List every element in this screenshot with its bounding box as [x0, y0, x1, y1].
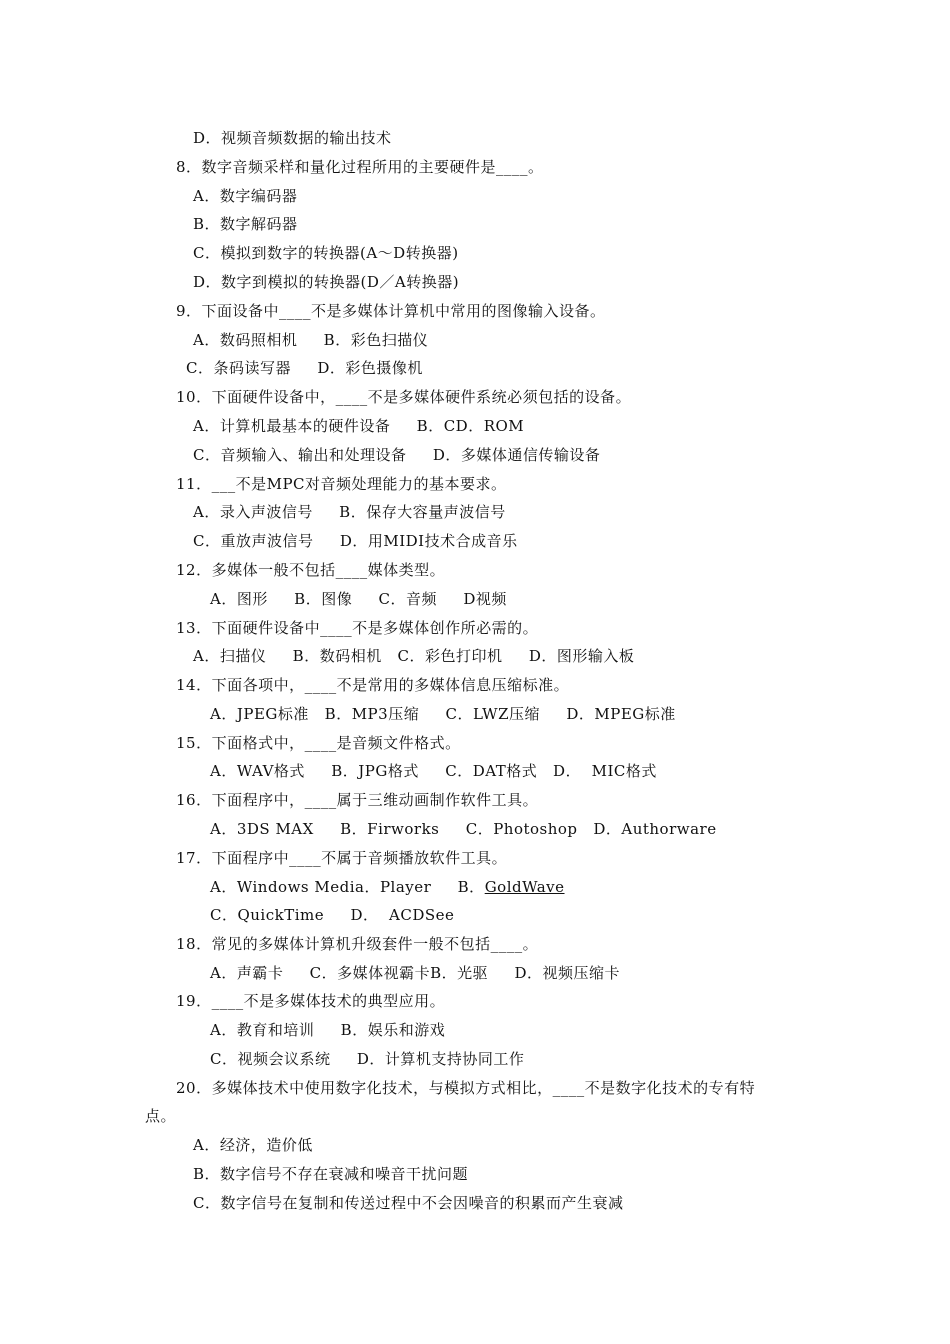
- q20-option-b: B．数字信号不存在衰减和噪音干扰问题: [193, 1165, 469, 1183]
- q18-options: A．声霸卡 C．多媒体视霸卡B．光驱 D．视频压缩卡: [210, 964, 621, 982]
- q11-options-cd: C．重放声波信号 D．用MIDI技术合成音乐: [193, 532, 518, 550]
- q11-options-ab: A．录入声波信号 B．保存大容量声波信号: [193, 503, 506, 521]
- q13-question: 13．下面硬件设备中____不是多媒体创作所必需的。: [176, 619, 539, 637]
- q11-question: 11．___不是MPC对音频处理能力的基本要求。: [176, 475, 507, 493]
- q20-option-a: A．经济，造价低: [193, 1136, 313, 1154]
- q8-option-d: D．数字到模拟的转换器(D／A转换器): [193, 273, 460, 291]
- q16-options: A．3DS MAX B．Firworks C．Photoshop D．Authorware: [210, 820, 717, 838]
- q18-question: 18．常见的多媒体计算机升级套件一般不包括____。: [176, 935, 539, 953]
- q9-options-ab: A．数码照相机 B．彩色扫描仪: [193, 331, 429, 349]
- q12-options: A．图形 B．图像 C．音频 D视频: [210, 590, 507, 608]
- q17-options-cd: C．QuickTime D． ACDSee: [210, 906, 455, 924]
- q9-options-cd: C．条码读写器 D．彩色摄像机: [186, 359, 423, 377]
- q19-options-ab: A．教育和培训 B．娱乐和游戏: [210, 1021, 446, 1039]
- q14-options: A．JPEG标准 B．MP3压缩 C．LWZ压缩 D．MPEG标准: [210, 705, 676, 723]
- goldwave-link[interactable]: GoldWave: [484, 878, 565, 896]
- q19-options-cd: C．视频会议系统 D．计算机支持协同工作: [210, 1050, 525, 1068]
- q20-question-cont: 点。: [145, 1107, 177, 1125]
- q10-question: 10．下面硬件设备中，____不是多媒体硬件系统必须包括的设备。: [176, 388, 632, 406]
- q10-options-ab: A．计算机最基本的硬件设备 B．CD．ROM: [193, 417, 525, 435]
- q14-question: 14．下面各项中，____不是常用的多媒体信息压缩标准。: [176, 676, 570, 694]
- q20-option-c: C．数字信号在复制和传送过程中不会因噪音的积累而产生衰减: [193, 1194, 624, 1212]
- q20-question: 20．多媒体技术中使用数字化技术，与模拟方式相比，____不是数字化技术的专有特: [176, 1079, 756, 1097]
- q8-option-b: B．数字解码器: [193, 215, 298, 233]
- q17-options-ab-text: A．Windows Media．Player B．: [210, 878, 485, 896]
- q7-option-d: D．视频音频数据的输出技术: [193, 129, 392, 147]
- q13-options: A．扫描仪 B．数码相机 C．彩色打印机 D．图形输入板: [193, 647, 635, 665]
- q15-options: A．WAV格式 B．JPG格式 C．DAT格式 D． MIC格式: [210, 762, 657, 780]
- q19-question: 19．____不是多媒体技术的典型应用。: [176, 992, 446, 1010]
- q16-question: 16．下面程序中，____属于三维动画制作软件工具。: [176, 791, 539, 809]
- q17-options-ab: [210, 877, 565, 897]
- q12-question: 12．多媒体一般不包括____媒体类型。: [176, 561, 446, 579]
- q9-question: 9．下面设备中____不是多媒体计算机中常用的图像输入设备。: [176, 302, 606, 320]
- q8-option-a: A．数字编码器: [193, 187, 298, 205]
- q17-question: 17．下面程序中____不属于音频播放软件工具。: [176, 849, 508, 867]
- q10-options-cd: C．音频输入、输出和处理设备 D．多媒体通信传输设备: [193, 446, 601, 464]
- q8-question: 8．数字音频采样和量化过程所用的主要硬件是____。: [176, 158, 544, 176]
- q8-option-c: C．模拟到数字的转换器(A～D转换器): [193, 244, 459, 262]
- q15-question: 15．下面格式中，____是音频文件格式。: [176, 734, 461, 752]
